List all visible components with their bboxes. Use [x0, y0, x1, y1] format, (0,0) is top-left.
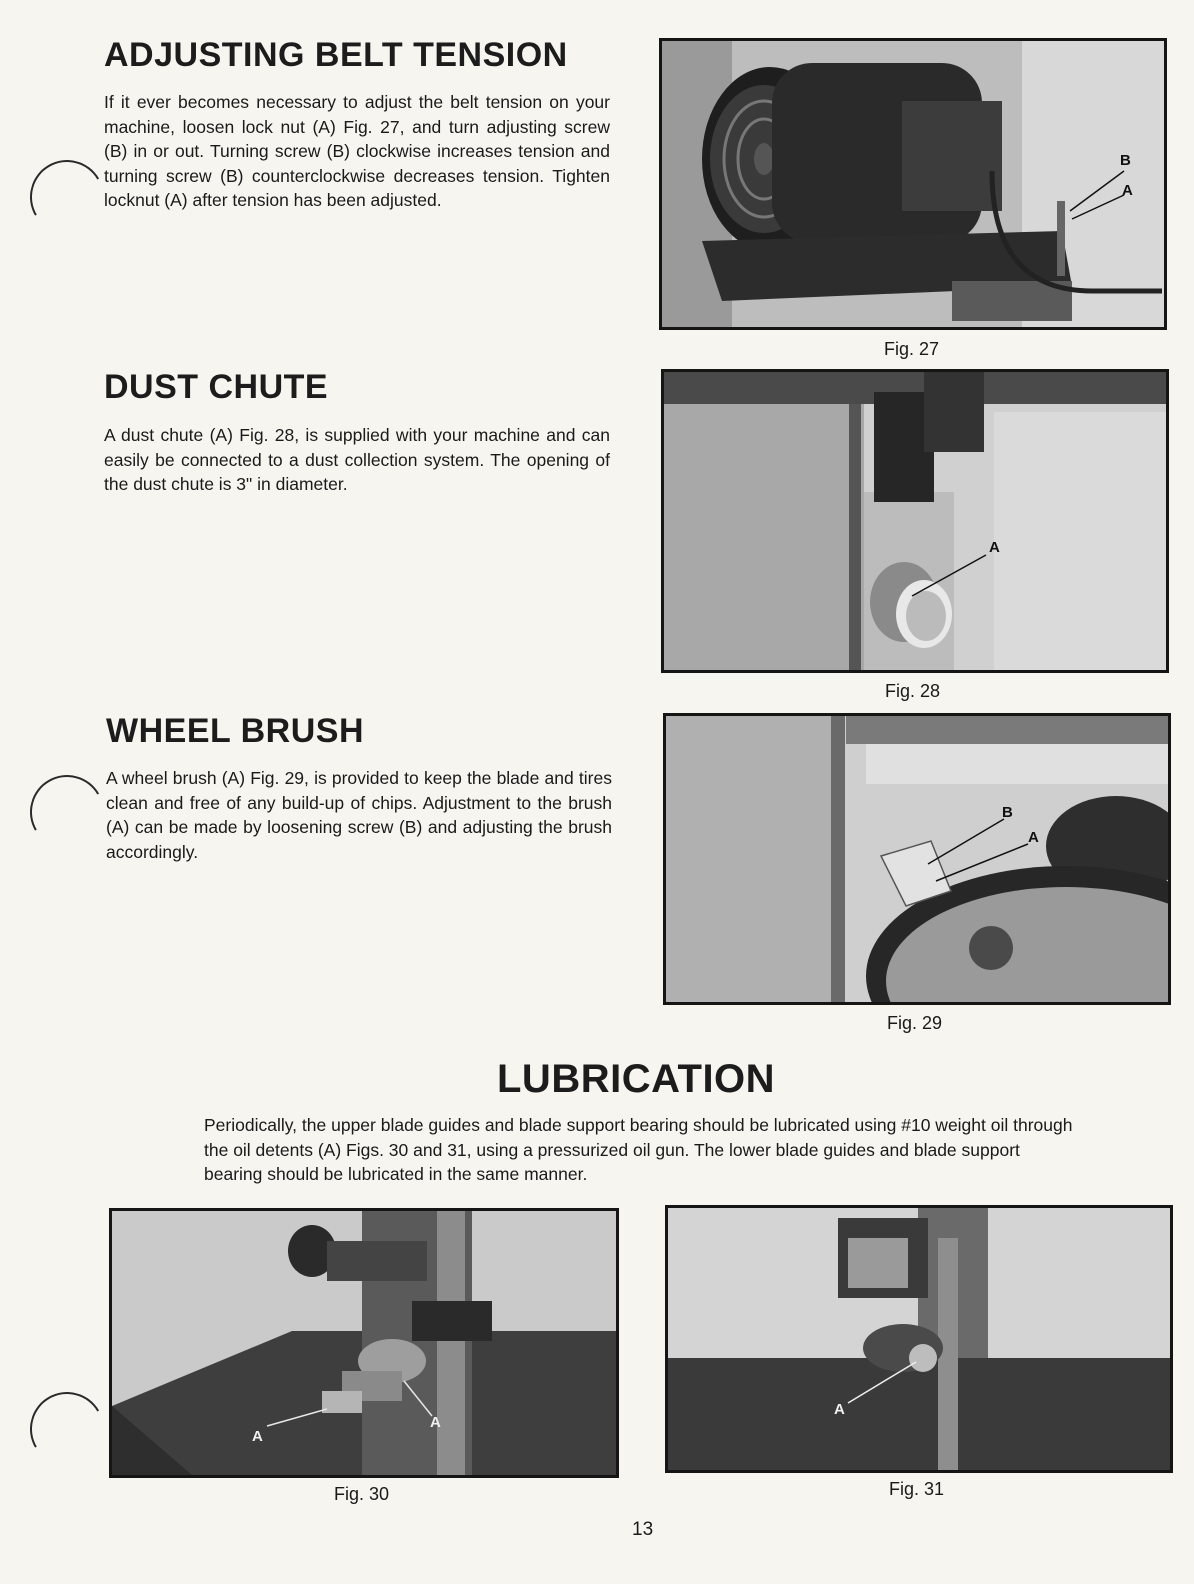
dust-chute-heading: DUST CHUTE [104, 368, 329, 406]
binder-hole-top [22, 152, 113, 243]
fig27-label-a: A [1122, 182, 1133, 199]
figure-29-photo [663, 713, 1171, 1005]
figure-28-caption: Fig. 28 [885, 681, 941, 701]
fig29-label-b: B [1002, 804, 1013, 821]
figure-28-photo [661, 369, 1169, 673]
belt-tension-heading: ADJUSTING BELT TENSION [104, 36, 568, 74]
figure-31-caption: Fig. 31 [889, 1479, 945, 1499]
wheel-brush-heading: WHEEL BRUSH [106, 712, 364, 750]
fig28-label-a: A [989, 539, 1000, 556]
fig29-label-a: A [1028, 829, 1039, 846]
fig30-label-a-right: A [430, 1414, 441, 1431]
lubrication-text: Periodically, the upper blade guides and blade support bearing should be lubricated using #10 weight oil through the oil detents (A) Figs. 30 and 31, using a pressurized oil gun. The lower blade guides and blade support bearing should be lubricated in the same manner. [204, 1115, 1073, 1184]
fig27-label-b: B [1120, 152, 1131, 169]
figure-27-caption: Fig. 27 [884, 339, 940, 359]
figure-31-photo [665, 1205, 1173, 1473]
lubrication-heading: LUBRICATION [497, 1057, 776, 1101]
page-number: 13 [632, 1519, 654, 1540]
fig30-label-a-left: A [252, 1428, 263, 1445]
wheel-brush-text: A wheel brush (A) Fig. 29, is provided to keep the blade and tires clean and free of any build-up of chips. Adjustment to the brush (A) can be made by loosening screw (B) and adjusting the brush accordingly. [106, 768, 612, 862]
figure-30-caption: Fig. 30 [334, 1484, 390, 1504]
fig31-label-a: A [834, 1401, 845, 1418]
figure-30-photo [109, 1208, 619, 1478]
figure-29-caption: Fig. 29 [887, 1013, 943, 1033]
figure-27-photo [659, 38, 1167, 330]
binder-hole-bottom [22, 1384, 113, 1475]
belt-tension-text: If it ever becomes necessary to adjust the belt tension on your machine, loosen lock nut (A) Fig. 27, and turn adjusting screw (B) in or out. Turning screw (B) clockwise increases tension and turning screw (B) counterclockwise decreases tension. Tighten locknut (A) after tension has been adjusted. [104, 92, 610, 210]
dust-chute-text: A dust chute (A) Fig. 28, is supplied with your machine and can easily be connected to a dust collection system. The opening of the dust chute is 3" in diameter. [104, 425, 610, 494]
binder-hole-middle [22, 767, 113, 858]
